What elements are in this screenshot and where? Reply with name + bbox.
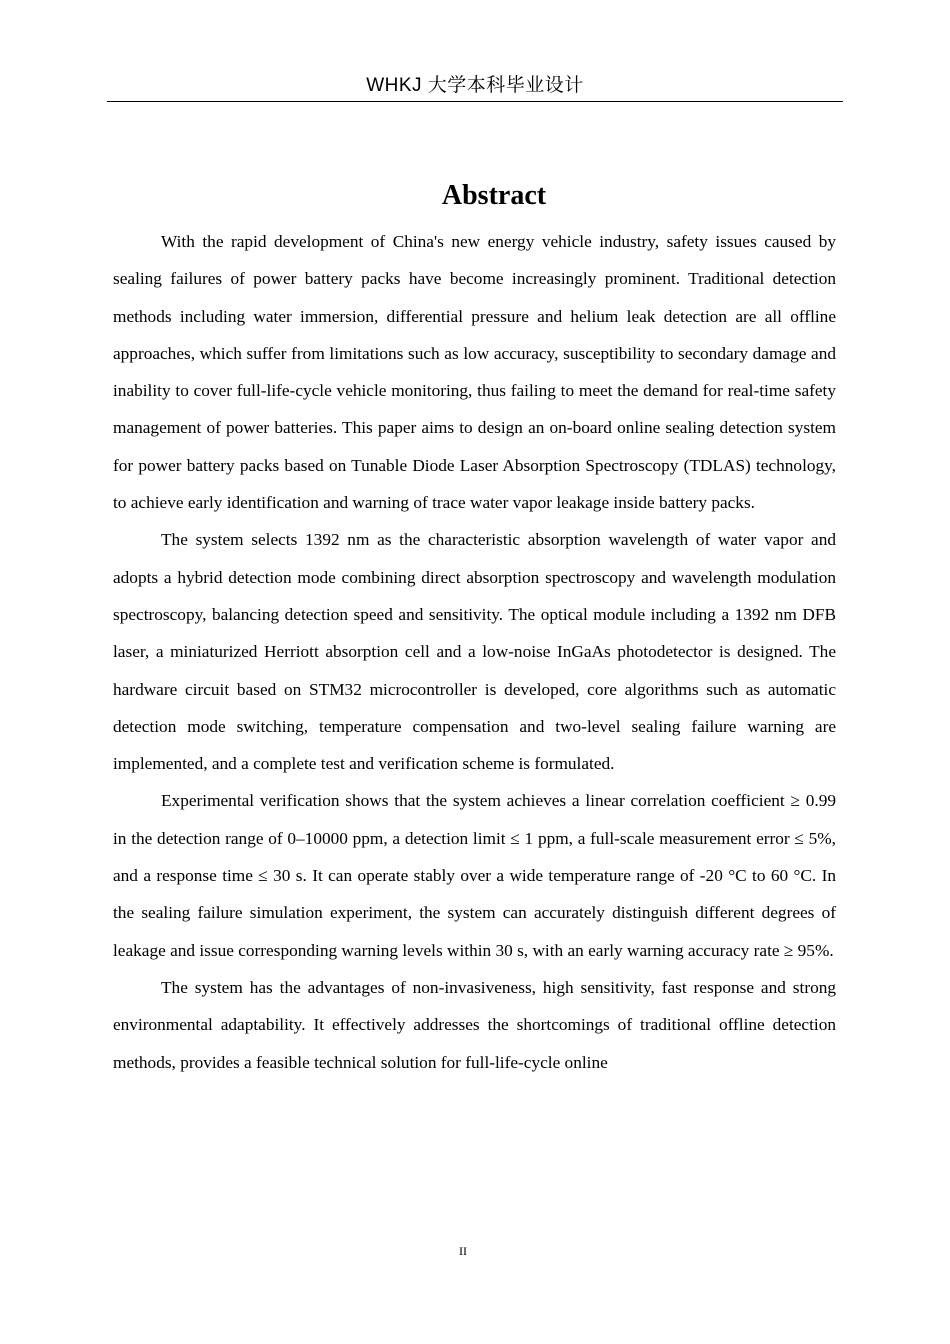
abstract-paragraph-3: Experimental verification shows that the system achieves a linear correlation coefficient ≥ 0.99 in the detection range of 0–10000 ppm, a detection limit ≤ 1 ppm, a full-scale measurement error ≤ 5%, and a response time ≤ 30 s. It can operate stably over a wide temperature range of -20 °C to 60 °C. In the sealing failure simulation experiment, the system can accurately distinguish different degrees of leakage and issue corresponding warning levels within 30 s, with an early warning accuracy rate ≥ 95%. <box>113 791 836 960</box>
abstract-title: Abstract <box>441 180 547 211</box>
page-number: II <box>459 1244 467 1258</box>
header-title: WHKJ 大学本科毕业设计 <box>366 75 584 96</box>
abstract-paragraph-2: The system selects 1392 nm as the characteristic absorption wavelength of water vapor and adopts a hybrid detection mode combining direct absorption spectroscopy and wavelength modulation spectroscopy, balancing detection speed and sensitivity. The optical module including a 1392 nm DFB laser, a miniaturized Herriott absorption cell and a low-noise InGaAs photodetector is designed. The hardware circuit based on STM32 microcontroller is developed, core algorithms such as automatic detection mode switching, temperature compensation and two-level sealing failure warning are implemented, and a complete test and verification scheme is formulated. <box>113 530 836 774</box>
abstract-paragraph-4: The system has the advantages of non-invasiveness, high sensitivity, fast response and strong environmental adaptability. It effectively addresses the shortcomings of traditional offline detection methods, provides a feasible technical solution for full-life-cycle online <box>113 977 836 1072</box>
abstract-paragraph-1: With the rapid development of China's new energy vehicle industry, safety issues caused by sealing failures of power battery packs have become increasingly prominent. Traditional detection methods including water immersion, differential pressure and helium leak detection are all offline approaches, which suffer from limitations such as low accuracy, susceptibility to secondary damage and inability to cover full-life-cycle vehicle monitoring, thus failing to meet the demand for real-time safety management of power batteries. This paper aims to design an on-board online sealing detection system for power battery packs based on Tunable Diode Laser Absorption Spectroscopy (TDLAS) technology, to achieve early identification and warning of trace water vapor leakage inside battery packs. <box>113 232 836 513</box>
abstract-body <box>113 223 836 1081</box>
page-header <box>107 72 843 102</box>
